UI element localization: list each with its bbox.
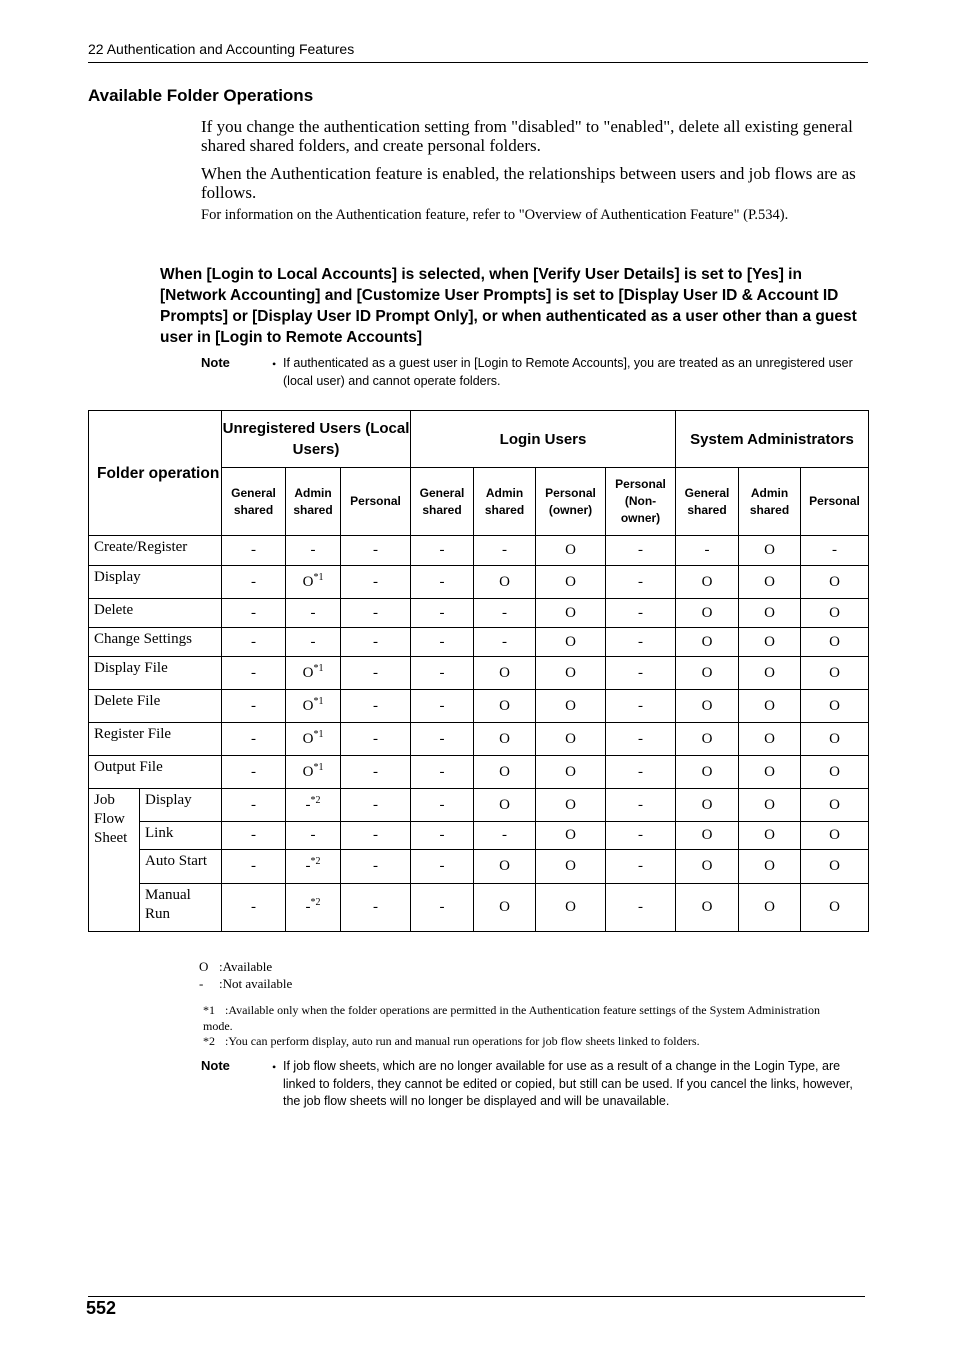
table-row	[89, 657, 869, 690]
folder-operations-table	[88, 410, 869, 932]
table-cell: -	[676, 536, 739, 566]
folder-operation-header: Folder operation	[89, 411, 222, 536]
table-cell: O	[676, 756, 739, 789]
table-cell: -	[411, 536, 474, 566]
table-cell: O	[739, 822, 801, 850]
footnote-marker: *1	[313, 728, 324, 740]
table-cell: O	[801, 566, 869, 599]
table-cell: -	[606, 566, 676, 599]
footnote-marker: *2	[310, 897, 321, 908]
table-cell	[286, 789, 341, 822]
table-cell: -	[222, 756, 286, 789]
table-cell: O	[739, 850, 801, 884]
table-header-row	[89, 411, 869, 468]
table-cell: -	[341, 628, 411, 657]
table-cell: O	[536, 822, 606, 850]
table-cell: -	[474, 599, 536, 628]
table-cell: -	[222, 536, 286, 566]
table-cell: O	[739, 723, 801, 756]
page-number: 552	[86, 1298, 117, 1318]
legend-available-text: :Available	[219, 959, 273, 974]
table-cell: -	[222, 690, 286, 723]
cell-value: O	[302, 763, 314, 780]
table-cell: -	[606, 599, 676, 628]
table-cell: O	[801, 657, 869, 690]
table-cell: O	[474, 566, 536, 599]
legend-available	[199, 958, 272, 975]
table-cell: -	[606, 628, 676, 657]
legend-available-symbol: O	[199, 959, 209, 974]
table-cell: -	[341, 884, 411, 932]
table-cell: -	[606, 536, 676, 566]
table-cell: O	[801, 850, 869, 884]
table-cell: -	[341, 822, 411, 850]
footnote-marker: *1	[313, 761, 324, 773]
table-row	[89, 628, 869, 657]
table-cell: -	[474, 536, 536, 566]
column-header: Admin shared	[739, 468, 801, 536]
table-cell: O	[474, 690, 536, 723]
table-cell: -	[341, 756, 411, 789]
table-cell: O	[676, 789, 739, 822]
table-cell: O	[474, 789, 536, 822]
table-cell: -	[341, 690, 411, 723]
column-header: Personal	[801, 468, 869, 536]
table-cell: O	[536, 628, 606, 657]
table-cell: O	[536, 789, 606, 822]
table-cell: O	[474, 884, 536, 932]
table-cell: -	[222, 850, 286, 884]
table-cell: -	[606, 822, 676, 850]
footer-divider	[88, 1296, 865, 1297]
table-cell: -	[341, 599, 411, 628]
column-header: General shared	[411, 468, 474, 536]
table-cell: -	[606, 756, 676, 789]
table-cell: O	[536, 657, 606, 690]
table-cell: O	[474, 756, 536, 789]
table-cell: -	[411, 884, 474, 932]
cell-value: O	[302, 664, 314, 681]
table-cell: O	[676, 628, 739, 657]
row-label: Manual Run	[140, 884, 222, 932]
section-title: Available Folder Operations	[88, 86, 314, 105]
column-header: Admin shared	[474, 468, 536, 536]
condition-heading: When [Login to Local Accounts] is selected, when [Verify User Details] is set to [Yes] in [Network Accounting] and [Customize User Prompts] is set to [Display User ID & Account ID Prompts] or [Display User ID Prompt Only], or when authenticated as a user other than a guest user in [Login to Remote Accounts]	[160, 266, 857, 346]
table-cell: -	[801, 536, 869, 566]
job-flow-sheet-group-label: Job Flow Sheet	[89, 789, 140, 932]
table-row	[89, 536, 869, 566]
note-label: Note	[201, 1058, 230, 1073]
table-cell: O	[676, 723, 739, 756]
table-cell: -	[341, 566, 411, 599]
table-cell: -	[606, 789, 676, 822]
cell-value: -	[305, 858, 311, 874]
note-text: If job flow sheets, which are no longer available for use as a result of a change in the Login Type, are linked to folders, they cannot be edited or copied, but still can be used. If you cancel the links, however, the job flow sheets will no longer be displayed and will be unavailable.	[283, 1059, 853, 1108]
row-label: Output File	[89, 756, 222, 789]
table-cell: O	[676, 884, 739, 932]
table-cell: O	[801, 789, 869, 822]
footnote-text: :Available only when the folder operations are permitted in the Authentication feature settings of the System Administration mode.	[203, 1003, 820, 1033]
table-cell: O	[536, 566, 606, 599]
table-cell: O	[801, 690, 869, 723]
table-cell: -	[606, 657, 676, 690]
cell-value: -	[305, 899, 311, 915]
table-cell: -	[341, 536, 411, 566]
group-header-unregistered: Unregistered Users (Local Users)	[222, 411, 411, 468]
table-cell: -	[411, 566, 474, 599]
column-header: General shared	[676, 468, 739, 536]
table-cell: O	[676, 690, 739, 723]
table-cell: -	[286, 536, 341, 566]
footnote-mark: *2	[203, 1034, 215, 1048]
footnote-1	[203, 1002, 843, 1034]
table-cell: -	[222, 723, 286, 756]
table-cell: -	[411, 723, 474, 756]
table-cell: O	[739, 599, 801, 628]
table-cell: O	[739, 536, 801, 566]
table-cell: -	[411, 657, 474, 690]
table-cell: O	[536, 756, 606, 789]
table-cell: -	[341, 789, 411, 822]
table-cell: O	[739, 884, 801, 932]
table-row	[89, 884, 869, 932]
table-cell: O	[676, 822, 739, 850]
table-cell: -	[286, 822, 341, 850]
row-label: Delete File	[89, 690, 222, 723]
table-cell: O	[536, 884, 606, 932]
column-header: General shared	[222, 468, 286, 536]
legend-not-available-text: :Not available	[219, 976, 293, 991]
row-label: Auto Start	[140, 850, 222, 884]
row-label: Register File	[89, 723, 222, 756]
intro-paragraph-1: If you change the authentication setting from "disabled" to "enabled", delete all existing general shared shared folders, and create personal folders.	[201, 117, 853, 155]
table-cell: -	[222, 628, 286, 657]
table-cell: -	[606, 723, 676, 756]
table-cell: O	[536, 850, 606, 884]
table-cell: -	[286, 599, 341, 628]
table-cell: O	[739, 657, 801, 690]
table-cell: -	[411, 599, 474, 628]
row-label: Change Settings	[89, 628, 222, 657]
table-cell	[286, 566, 341, 599]
table-row	[89, 690, 869, 723]
footnote-text: :You can perform display, auto run and manual run operations for job flow sheets linked to folders.	[225, 1034, 700, 1048]
table-cell: -	[341, 850, 411, 884]
table-row	[89, 850, 869, 884]
cell-value: O	[302, 697, 314, 714]
table-row	[89, 599, 869, 628]
table-cell: O	[801, 756, 869, 789]
note-text: If authenticated as a guest user in [Login to Remote Accounts], you are treated as an unregistered user (local user) and cannot operate folders.	[283, 356, 853, 388]
table-cell: -	[411, 850, 474, 884]
intro-paragraph-2: When the Authentication feature is enabled, the relationships between users and job flows are as follows.	[201, 164, 856, 202]
row-label: Link	[140, 822, 222, 850]
table-cell: O	[801, 884, 869, 932]
table-cell: O	[801, 822, 869, 850]
table-cell: -	[606, 690, 676, 723]
group-header-system-administrators: System Administrators	[676, 411, 869, 468]
table-cell: -	[222, 566, 286, 599]
table-cell: -	[474, 628, 536, 657]
table-cell: O	[536, 599, 606, 628]
table-row	[89, 822, 869, 850]
row-label: Display	[89, 566, 222, 599]
table-cell: O	[676, 599, 739, 628]
footnote-marker: *2	[310, 856, 321, 867]
row-label: Create/Register	[89, 536, 222, 566]
table-cell: -	[222, 884, 286, 932]
table-cell: O	[739, 628, 801, 657]
table-cell: O	[739, 789, 801, 822]
table-cell: O	[739, 756, 801, 789]
table-row	[89, 789, 869, 822]
table-cell: -	[341, 723, 411, 756]
table-cell: -	[222, 599, 286, 628]
cell-value: -	[305, 796, 311, 813]
table-cell: O	[474, 657, 536, 690]
row-label: Display File	[89, 657, 222, 690]
footnote-marker: *1	[313, 662, 324, 674]
table-cell: O	[676, 566, 739, 599]
reference-paragraph: For information on the Authentication feature, refer to "Overview of Authentication Feature" (P.534).	[201, 207, 789, 223]
row-label: Delete	[89, 599, 222, 628]
legend-not-available	[199, 975, 292, 992]
table-cell: O	[801, 628, 869, 657]
cell-value: O	[302, 573, 314, 590]
table-cell: -	[341, 657, 411, 690]
row-label: Display	[140, 789, 222, 822]
column-header: Personal	[341, 468, 411, 536]
table-cell	[286, 850, 341, 884]
footnote-2	[203, 1033, 843, 1049]
table-cell: O	[739, 566, 801, 599]
table-cell	[286, 690, 341, 723]
table-cell: O	[536, 723, 606, 756]
table-row	[89, 723, 869, 756]
footnote-mark: *1	[203, 1003, 215, 1017]
table-cell: O	[536, 536, 606, 566]
bullet-icon: •	[272, 1060, 277, 1074]
footnote-marker: *1	[313, 571, 324, 583]
note-label: Note	[201, 355, 230, 370]
table-cell: -	[411, 628, 474, 657]
table-cell	[286, 756, 341, 789]
legend-not-available-symbol: -	[199, 976, 204, 991]
table-cell: -	[222, 822, 286, 850]
column-header: Admin shared	[286, 468, 341, 536]
footnote-marker: *1	[313, 695, 324, 707]
table-cell: O	[474, 850, 536, 884]
table-cell: -	[222, 789, 286, 822]
running-header	[88, 40, 868, 63]
table-row	[89, 566, 869, 599]
bullet-icon: •	[272, 357, 277, 371]
column-header: Personal (Non-owner)	[606, 468, 676, 536]
table-cell: O	[739, 690, 801, 723]
table-cell: -	[411, 690, 474, 723]
cell-value: O	[302, 730, 314, 747]
running-title: 22 Authentication and Accounting Features	[88, 41, 355, 57]
table-cell: -	[411, 756, 474, 789]
table-cell: -	[411, 822, 474, 850]
column-header: Personal (owner)	[536, 468, 606, 536]
table-cell: O	[474, 723, 536, 756]
table-cell: -	[286, 628, 341, 657]
table-cell	[286, 657, 341, 690]
footnote-marker: *2	[310, 794, 321, 806]
table-cell: O	[536, 690, 606, 723]
table-cell: -	[606, 850, 676, 884]
table-cell	[286, 884, 341, 932]
table-row	[89, 756, 869, 789]
table-cell: -	[606, 884, 676, 932]
table-cell	[286, 723, 341, 756]
table-cell: -	[411, 789, 474, 822]
table-cell: -	[474, 822, 536, 850]
group-header-login-users: Login Users	[411, 411, 676, 468]
table-cell: O	[801, 723, 869, 756]
table-cell: O	[676, 657, 739, 690]
table-cell: -	[222, 657, 286, 690]
table-cell: O	[801, 599, 869, 628]
table-cell: O	[676, 850, 739, 884]
